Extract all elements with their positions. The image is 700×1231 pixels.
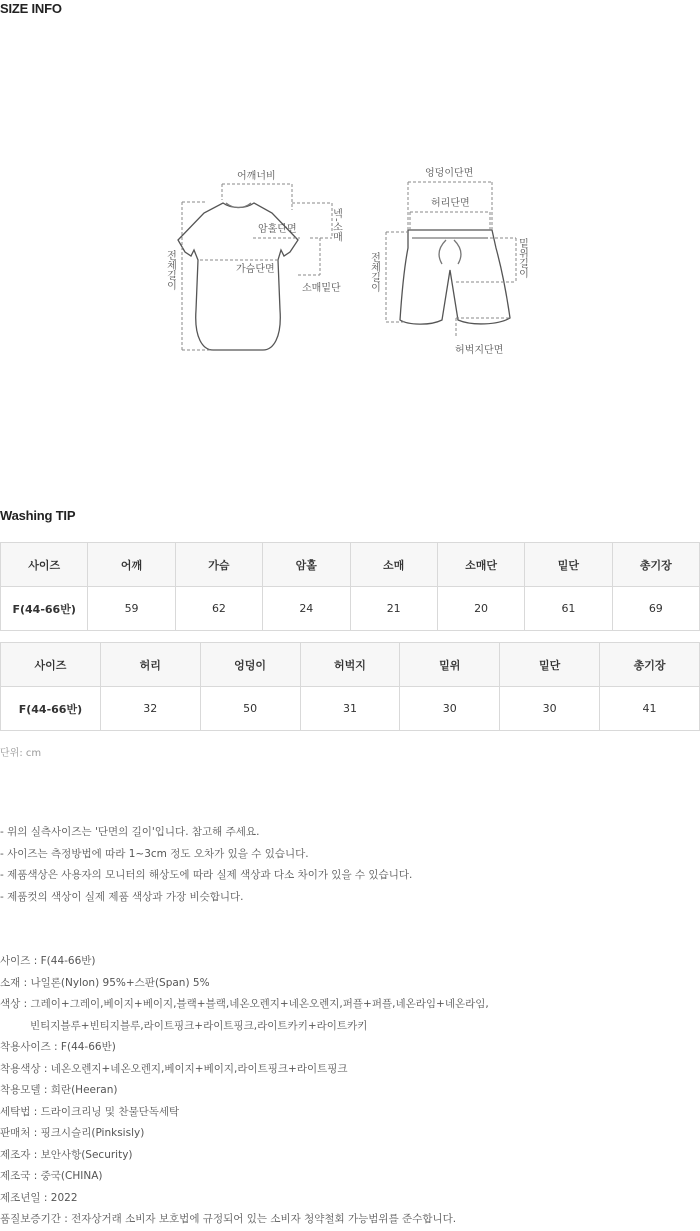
spec-model: 착용모델 : 희란(Heeran) (0, 1084, 118, 1096)
table-cell: F(44-66반) (1, 687, 101, 731)
table-cell: 59 (88, 587, 175, 631)
label-armhole: 암홀단면 (258, 224, 297, 235)
label-neck-sleeve: 넥-소매 (330, 208, 342, 242)
size-notes (0, 822, 412, 908)
garment-diagram (160, 160, 540, 360)
washing-tip-heading: Washing TIP (0, 508, 76, 523)
table-cell: 30 (500, 687, 600, 731)
spec-seller: 판매처 : 핑크시슬리(Pinksisly) (0, 1127, 145, 1139)
table-cell: 69 (612, 587, 699, 631)
note-line: - 제품색상은 사용자의 모니터의 해상도에 따라 실제 색상과 다소 차이가 있을 수 있습니다. (0, 869, 413, 881)
spec-manufacturer: 제조자 : 보안사항(Security) (0, 1148, 133, 1161)
table-header-cell: 가슴 (175, 543, 262, 587)
bottom-size-table (0, 642, 700, 731)
label-rise: 밑위길이 (516, 238, 528, 278)
note-line: - 제품컷의 색상이 실제 제품 색상과 가장 비슷합니다. (0, 890, 244, 903)
table-cell: 61 (525, 587, 612, 631)
table-header-cell: 암홀 (263, 543, 350, 587)
label-chest: 가슴단면 (236, 264, 275, 275)
spec-country: 제조국 : 중국(CHINA) (0, 1170, 103, 1182)
label-thigh: 허벅지단면 (455, 345, 504, 356)
spec-warranty: 품질보증기간 : 전자상거래 소비자 보호법에 규정되어 있는 소비자 청약철회 가능범위를 준수합니다. (0, 1213, 457, 1225)
spec-material: 소재 : 나일론(Nylon) 95%+스판(Span) 5% (0, 976, 210, 989)
label-total-length-bottom: 전체길이 (368, 252, 380, 292)
label-waist: 허리단면 (431, 198, 470, 209)
size-info-heading: SIZE INFO (0, 1, 62, 16)
table-header-cell: 소매 (350, 543, 437, 587)
table-cell: 21 (350, 587, 437, 631)
top-size-table (0, 542, 700, 631)
table-cell: 31 (300, 687, 400, 731)
label-sleeve-hem: 소매밑단 (302, 283, 341, 294)
spec-size: 사이즈 : F(44-66반) (0, 955, 96, 967)
table-row (1, 687, 700, 731)
table-cell: 41 (600, 687, 700, 731)
table-header-cell: 엉덩이 (200, 643, 300, 687)
table-cell: 62 (175, 587, 262, 631)
table-cell: 32 (100, 687, 200, 731)
label-shoulder: 어깨너비 (237, 171, 276, 182)
note-line: - 위의 실측사이즈는 '단면의 길이'입니다. 참고해 주세요. (0, 826, 260, 838)
table-header-row (1, 543, 700, 587)
spec-worn-colors: 착용색상 : 네온오렌지+네온오렌지,베이지+베이지,라이트핑크+라이트핑크 (0, 1062, 348, 1075)
table-header-cell: 총기장 (612, 543, 699, 587)
table-header-cell: 밑단 (525, 543, 612, 587)
table-header-cell: 밑위 (400, 643, 500, 687)
table-cell: 24 (263, 587, 350, 631)
label-total-length-top: 전체길이 (164, 250, 176, 290)
spec-colors: 색상 : 그레이+그레이,베이지+베이지,블랙+블랙,네온오렌지+네온오렌지,퍼플+퍼플,네온라임+네온라임, (0, 998, 489, 1010)
table-header-cell: 사이즈 (1, 643, 101, 687)
unit-note: 단위: cm (0, 748, 42, 759)
table-header-cell: 허리 (100, 643, 200, 687)
table-header-row (1, 643, 700, 687)
spec-colors-continued: 빈티지블루+빈티지블루,라이트핑크+라이트핑크,라이트카키+라이트카키 (30, 1019, 368, 1032)
table-header-cell: 허벅지 (300, 643, 400, 687)
note-line: - 사이즈는 측정방법에 따라 1~3cm 정도 오차가 있을 수 있습니다. (0, 847, 309, 860)
spec-washing: 세탁법 : 드라이크리닝 및 찬물단독세탁 (0, 1105, 180, 1118)
shorts-outline (400, 230, 510, 324)
size-diagram (160, 160, 540, 360)
spec-worn-size: 착용사이즈 : F(44-66반) (0, 1041, 116, 1053)
table-header-cell: 총기장 (600, 643, 700, 687)
table-row (1, 587, 700, 631)
spec-year: 제조년일 : 2022 (0, 1191, 78, 1204)
label-hip: 엉덩이단면 (425, 168, 474, 179)
product-specs (0, 951, 489, 1231)
table-cell: 50 (200, 687, 300, 731)
table-header-cell: 사이즈 (1, 543, 88, 587)
table-cell: 30 (400, 687, 500, 731)
table-header-cell: 밑단 (500, 643, 600, 687)
table-cell: 20 (437, 587, 524, 631)
table-header-cell: 소매단 (437, 543, 524, 587)
table-cell: F(44-66반) (1, 587, 88, 631)
table-header-cell: 어깨 (88, 543, 175, 587)
